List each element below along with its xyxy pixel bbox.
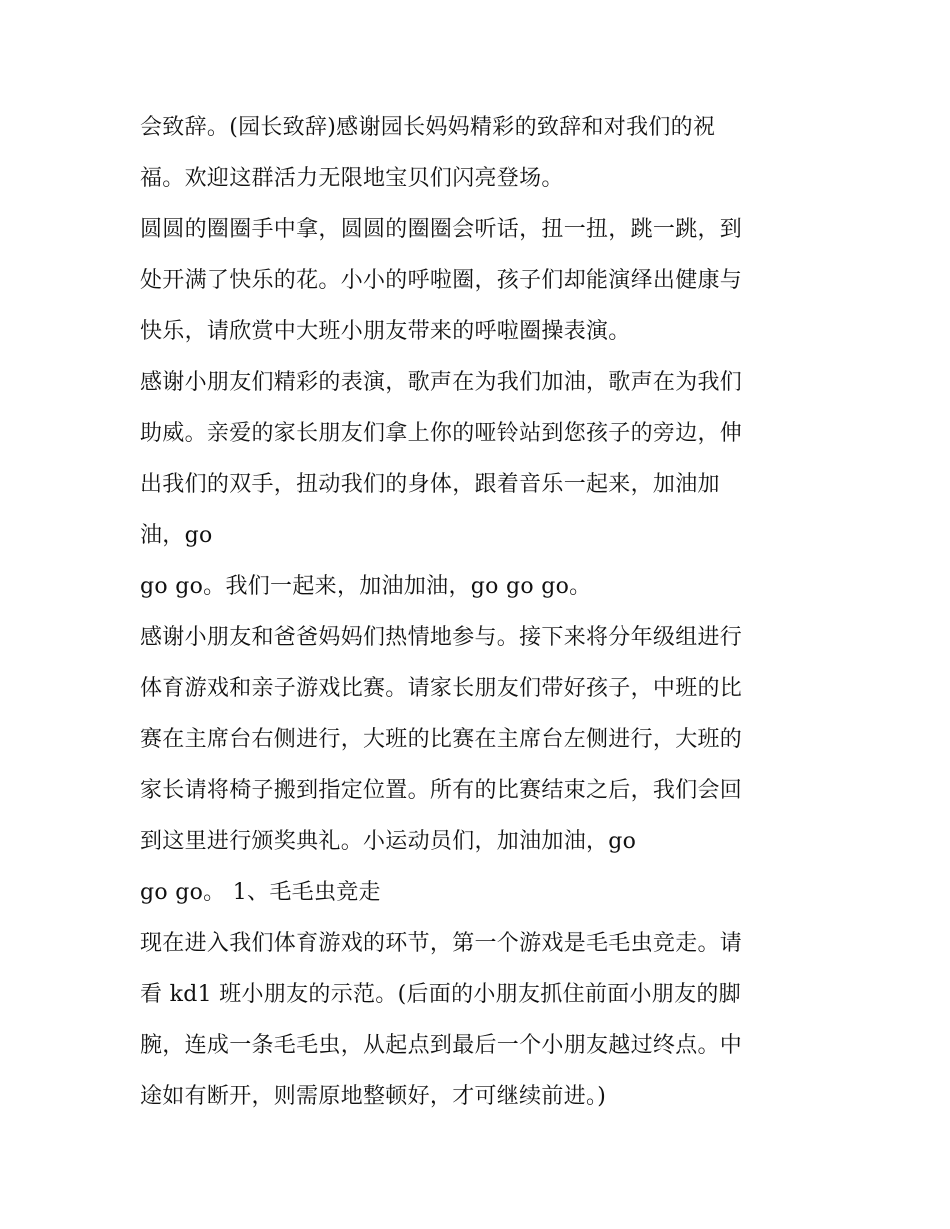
text-line: go go。我们一起来，加油加油，go go go。	[140, 574, 592, 599]
text-line: 助威。亲爱的家长朋友们拿上你的哑铃站到您孩子的旁边，伸	[140, 421, 743, 446]
text-line: 油，go	[140, 523, 213, 548]
section-heading-line: go go。 1、毛毛虫竞走	[140, 880, 381, 905]
text-line: 出我们的双手，扭动我们的身体，跟着音乐一起来，加油加	[140, 472, 720, 497]
text-line: 现在进入我们体育游戏的环节，第一个游戏是毛毛虫竞走。请	[140, 931, 743, 956]
text-line: 家长请将椅子搬到指定位置。所有的比赛结束之后，我们会回	[140, 778, 743, 803]
text-line: 体育游戏和亲子游戏比赛。请家长朋友们带好孩子，中班的比	[140, 676, 743, 701]
text-line: 快乐，请欣赏中大班小朋友带来的呼啦圈操表演。	[140, 319, 631, 344]
text-line: 会致辞。(园长致辞)感谢园长妈妈精彩的致辞和对我们的祝	[140, 115, 716, 140]
text-line: 圆圆的圈圈手中拿，圆圆的圈圈会听话，扭一扭，跳一跳，到	[140, 217, 743, 242]
text-line: 感谢小朋友们精彩的表演，歌声在为我们加油，歌声在为我们	[140, 370, 743, 395]
text-line: 到这里进行颁奖典礼。小运动员们，加油加油，go	[140, 829, 637, 854]
text-line: 途如有断开，则需原地整顿好，才可继续前进。)	[140, 1084, 607, 1109]
text-line: 赛在主席台右侧进行，大班的比赛在主席台左侧进行，大班的	[140, 727, 743, 752]
text-line: 看 kd1 班小朋友的示范。(后面的小朋友抓住前面小朋友的脚	[140, 982, 741, 1007]
document-body	[140, 102, 815, 1122]
text-line: 福。欢迎这群活力无限地宝贝们闪亮登场。	[140, 166, 564, 191]
text-line: 处开满了快乐的花。小小的呼啦圈，孩子们却能演绎出健康与	[140, 268, 743, 293]
text-line: 腕，连成一条毛毛虫，从起点到最后一个小朋友越过终点。中	[140, 1033, 743, 1058]
text-line: 感谢小朋友和爸爸妈妈们热情地参与。接下来将分年级组进行	[140, 625, 743, 650]
